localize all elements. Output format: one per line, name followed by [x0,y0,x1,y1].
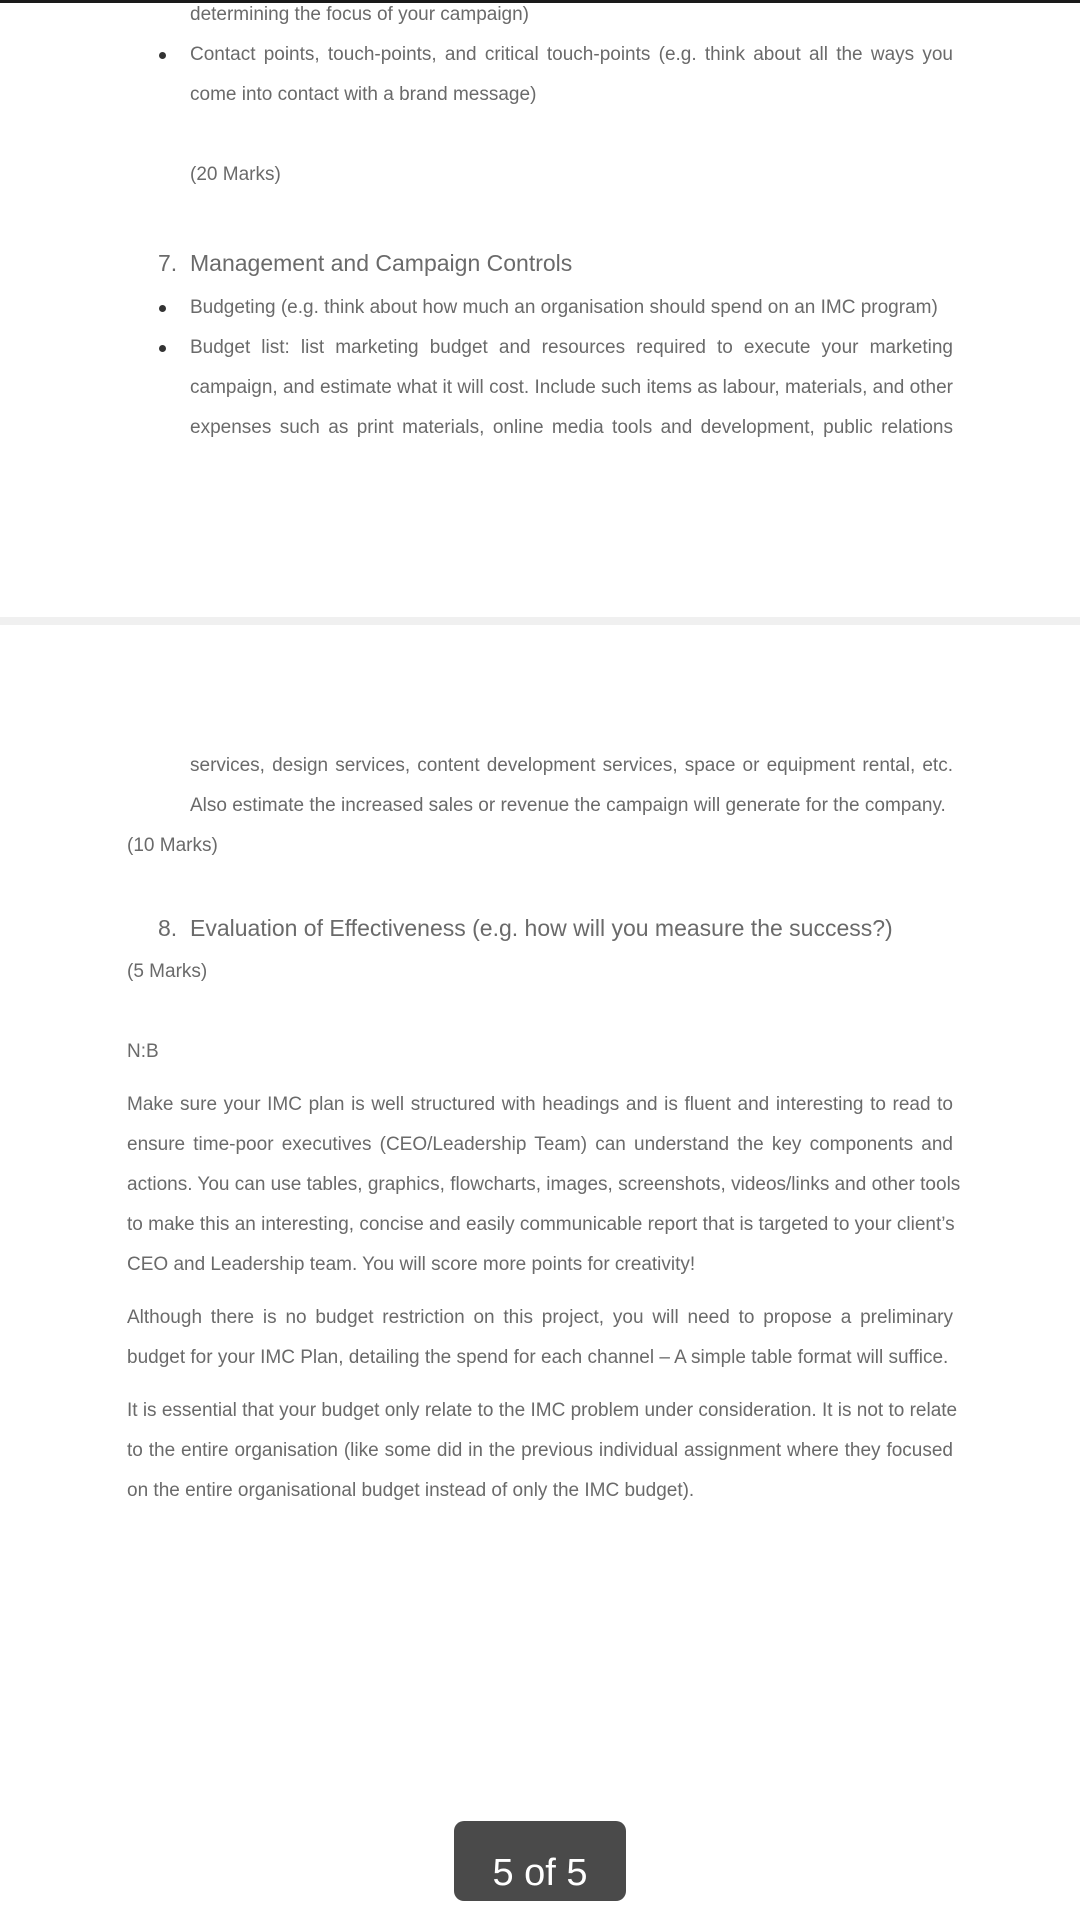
list-item-contact-points-cont: come into contact with a brand message) [190,84,537,105]
paragraph-line: Although there is no budget restriction on this project, you will need to propose a preliminary [127,1307,953,1328]
marks-label: (5 Marks) [127,961,208,982]
marks-label: (10 Marks) [127,835,218,856]
marks-label: (20 Marks) [190,164,281,185]
section-heading-management: Management and Campaign Controls [190,250,573,276]
bullet-icon [159,345,166,352]
text-line: services, design services, content development services, space or equipment rental, etc. [190,755,953,776]
paragraph-line: actions. You can use tables, graphics, flowcharts, images, screenshots, videos/links and other tools [127,1174,961,1195]
paragraph-line: It is essential that your budget only relate to the IMC problem under consideration. It is not to relate [127,1400,958,1421]
text-line: Also estimate the increased sales or revenue the campaign will generate for the company. [190,795,946,816]
paragraph-line: to the entire organisation (like some did in the previous individual assignment where they focused [127,1440,953,1461]
list-item-budget-list: Budget list: list marketing budget and resources required to execute your marketing [190,337,953,358]
list-item-contact-points: Contact points, touch-points, and critical touch-points (e.g. think about all the ways you [190,44,953,65]
bullet-icon [159,52,166,59]
list-item-budgeting: Budgeting (e.g. think about how much an organisation should spend on an IMC program) [190,297,938,318]
paragraph-line: to make this an interesting, concise and easily communicable report that is targeted to your client’s [127,1214,955,1235]
bullet-icon [159,305,166,312]
section-number: 8. [158,915,178,941]
list-item-budget-list-cont: expenses such as print materials, online media tools and development, public relations [190,417,953,438]
paragraph-line: budget for your IMC Plan, detailing the spend for each channel – A simple table format will suffice. [127,1347,949,1368]
page-break [0,617,1080,625]
section-heading-evaluation: Evaluation of Effectiveness (e.g. how will you measure the success?) [190,915,893,941]
page-counter: 5 of 5 [454,1821,626,1901]
section-number: 7. [158,250,178,276]
text-line: determining the focus of your campaign) [190,4,530,25]
paragraph-line: Make sure your IMC plan is well structured with headings and is fluent and interesting to read to [127,1094,953,1115]
paragraph-line: CEO and Leadership team. You will score more points for creativity! [127,1254,696,1275]
list-item-budget-list-cont: campaign, and estimate what it will cost. Include such items as labour, materials, and other [190,377,953,398]
nb-label: N:B [127,1041,159,1062]
paragraph-line: ensure time-poor executives (CEO/Leadership Team) can understand the key components and [127,1134,953,1155]
paragraph-line: on the entire organisational budget instead of only the IMC budget). [127,1480,695,1501]
top-border [0,0,1080,3]
